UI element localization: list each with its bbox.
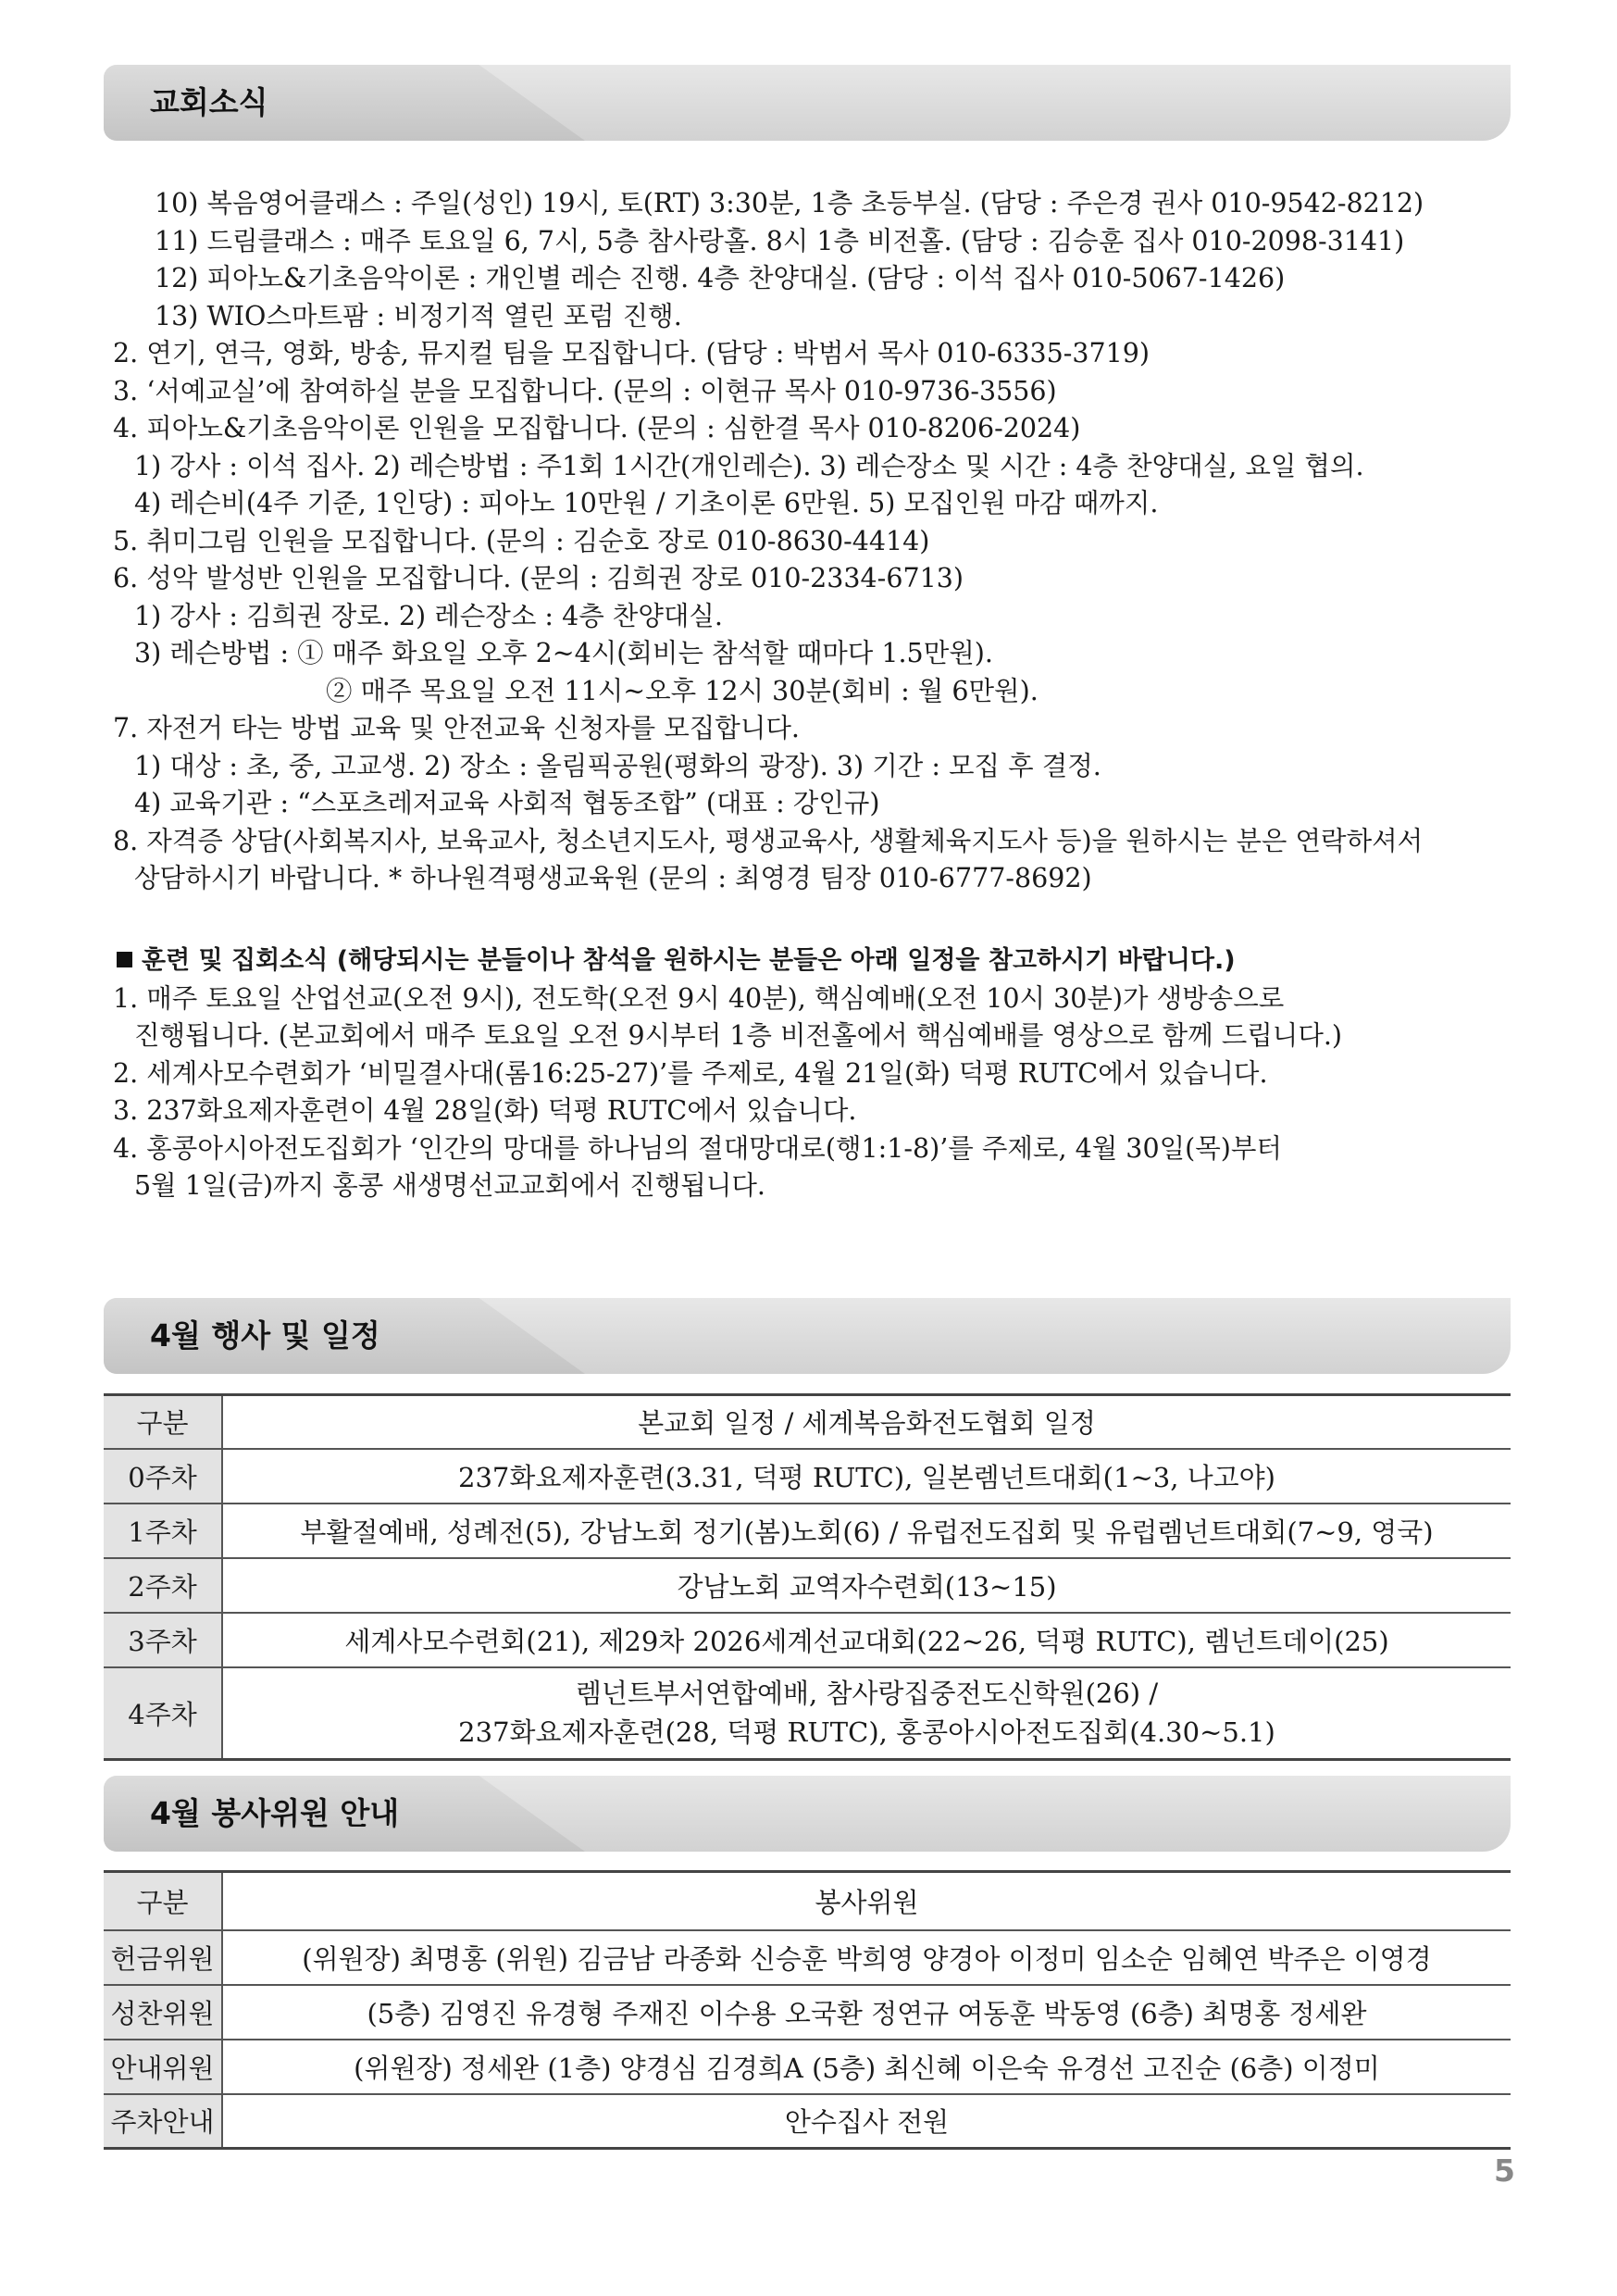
week-cell: 2주차 bbox=[104, 1558, 222, 1613]
table-row bbox=[104, 1667, 1511, 1760]
square-bullet-icon bbox=[117, 952, 132, 967]
table-row bbox=[104, 1449, 1511, 1504]
section-title: 4월 행사 및 일정 bbox=[150, 1317, 380, 1354]
notice-block bbox=[113, 942, 1520, 1205]
role-cell: 주차안내 bbox=[104, 2094, 222, 2149]
news-line: 7. 자전거 타는 방법 교육 및 안전교육 신청자를 모집합니다. bbox=[113, 713, 800, 743]
notice-line: 2. 세계사모수련회가 ‘비밀결사대(롬16:25-27)’를 주제로, 4월 21일(화) 덕평 RUTC에서 있습니다. bbox=[113, 1057, 1268, 1089]
section-title: 4월 봉사위원 안내 bbox=[150, 1795, 400, 1831]
page-number: 5 bbox=[1494, 2152, 1515, 2189]
volunteer-table bbox=[104, 1870, 1511, 2150]
news-line: 6. 성악 발성반 인원을 모집합니다. (문의 : 김희권 장로 010-2334-6713) bbox=[113, 563, 964, 593]
table-header-row bbox=[104, 1395, 1511, 1449]
news-line: 12) 피아노&기초음악이론 : 개인별 레슨 진행. 4층 찬양대실. (담당 : 이석 집사 010-5067-1426) bbox=[155, 263, 1286, 293]
header-cell: 본교회 일정 / 세계복음화전도협회 일정 bbox=[222, 1395, 1511, 1449]
news-line: 1) 강사 : 이석 집사. 2) 레슨방법 : 주1회 1시간(개인레슨). 3) 레슨장소 및 시간 : 4층 찬양대실, 요일 협의. bbox=[134, 450, 1364, 481]
table-row bbox=[104, 2040, 1511, 2094]
schedule-cell: 237화요제자훈련(3.31, 덕평 RUTC), 일본렘넌트대회(1~3, 나고야) bbox=[222, 1449, 1511, 1504]
section-banner-news bbox=[104, 65, 1511, 141]
role-cell: 성찬위원 bbox=[104, 1985, 222, 2040]
header-cell: 구분 bbox=[104, 1395, 222, 1449]
schedule-cell: 세계사모수련회(21), 제29차 2026세계선교대회(22~26, 덕평 RUTC), 렘넌트데이(25) bbox=[222, 1613, 1511, 1667]
section-banner-volunteers bbox=[104, 1776, 1511, 1852]
notice-line: 3. 237화요제자훈련이 4월 28일(화) 덕평 RUTC에서 있습니다. bbox=[113, 1095, 857, 1126]
week-cell: 3주차 bbox=[104, 1613, 222, 1667]
news-line: 5. 취미그림 인원을 모집합니다. (문의 : 김순호 장로 010-8630-4414) bbox=[113, 525, 930, 556]
header-cell: 구분 bbox=[104, 1872, 222, 1930]
role-cell: 헌금위원 bbox=[104, 1930, 222, 1985]
news-list bbox=[113, 185, 1520, 898]
news-line: 4) 교육기관 : “스포츠레저교육 사회적 협동조합” (대표 : 강인규) bbox=[134, 788, 880, 818]
members-cell: (5층) 김영진 유경형 주재진 이수용 오국환 정연규 여동훈 박동영 (6층) 최명홍 정세완 bbox=[222, 1985, 1511, 2040]
news-line: 3) 레슨방법 : ① 매주 화요일 오후 2~4시(회비는 참석할 때마다 1.5만원). bbox=[134, 638, 993, 668]
table-row bbox=[104, 1558, 1511, 1613]
schedule-cell: 강남노회 교역자수련회(13~15) bbox=[222, 1558, 1511, 1613]
schedule-cell: 부활절예배, 성례전(5), 강남노회 정기(봄)노회(6) / 유럽전도집회 및 유럽렘넌트대회(7~9, 영국) bbox=[222, 1504, 1511, 1558]
news-line: 4. 피아노&기초음악이론 인원을 모집합니다. (문의 : 심한결 목사 010-8206-2024) bbox=[113, 413, 1081, 443]
schedule-cell bbox=[222, 1667, 1511, 1760]
notice-line: 5월 1일(금)까지 홍콩 새생명선교교회에서 진행됩니다. bbox=[134, 1170, 765, 1201]
section-banner-schedule bbox=[104, 1298, 1511, 1374]
table-row bbox=[104, 2094, 1511, 2149]
news-line: 11) 드림클래스 : 매주 토요일 6, 7시, 5층 참사랑홀. 8시 1층 비전홀. (담당 : 김승훈 집사 010-2098-3141) bbox=[155, 225, 1405, 256]
schedule-cell-line: 237화요제자훈련(28, 덕평 RUTC), 홍콩아시아전도집회(4.30~5.1) bbox=[458, 1716, 1275, 1749]
news-line: 1) 대상 : 초, 중, 고교생. 2) 장소 : 올림픽공원(평화의 광장). 3) 기간 : 모집 후 결정. bbox=[134, 750, 1101, 781]
news-line: ② 매주 목요일 오전 11시~오후 12시 30분(회비 : 월 6만원). bbox=[326, 675, 1039, 706]
schedule-table bbox=[104, 1393, 1511, 1761]
table-row bbox=[104, 1930, 1511, 1985]
role-cell: 안내위원 bbox=[104, 2040, 222, 2094]
table-row bbox=[104, 1504, 1511, 1558]
table-row bbox=[104, 1985, 1511, 2040]
news-line: 1) 강사 : 김희권 장로. 2) 레슨장소 : 4층 찬양대실. bbox=[134, 600, 723, 631]
notice-title: 훈련 및 집회소식 (해당되시는 분들이나 참석을 원하시는 분들은 아래 일정을 참고하시기 바랍니다.) bbox=[142, 946, 1236, 975]
news-line: 상담하시기 바랍니다. * 하나원격평생교육원 (문의 : 최영경 팀장 010-6777-8692) bbox=[134, 863, 1092, 893]
header-cell: 봉사위원 bbox=[222, 1872, 1511, 1930]
news-line: 8. 자격증 상담(사회복지사, 보육교사, 청소년지도사, 평생교육사, 생활체육지도사 등)을 원하시는 분은 연락하셔서 bbox=[113, 825, 1424, 856]
notice-heading bbox=[113, 942, 1520, 980]
week-cell: 0주차 bbox=[104, 1449, 222, 1504]
schedule-cell-line: 렘넌트부서연합예배, 참사랑집중전도신학원(26) / bbox=[575, 1678, 1159, 1710]
news-line: 4) 레슨비(4주 기준, 1인당) : 피아노 10만원 / 기초이론 6만원. 5) 모집인원 마감 때까지. bbox=[134, 488, 1159, 518]
members-cell: (위원장) 최명홍 (위원) 김금남 라종화 신승훈 박희영 양경아 이정미 임소순 임혜연 박주은 이영경 bbox=[222, 1930, 1511, 1985]
week-cell: 4주차 bbox=[104, 1667, 222, 1760]
news-line: 10) 복음영어클래스 : 주일(성인) 19시, 토(RT) 3:30분, 1층 초등부실. (담당 : 주은경 권사 010-9542-8212) bbox=[155, 188, 1424, 218]
notice-line: 1. 매주 토요일 산업선교(오전 9시), 전도학(오전 9시 40분), 핵심예배(오전 10시 30분)가 생방송으로 bbox=[113, 982, 1285, 1014]
week-cell: 1주차 bbox=[104, 1504, 222, 1558]
news-line: 3. ‘서예교실’에 참여하실 분을 모집합니다. (문의 : 이현규 목사 010-9736-3556) bbox=[113, 375, 1057, 406]
table-header-row bbox=[104, 1872, 1511, 1930]
table-row bbox=[104, 1613, 1511, 1667]
news-line: 13) WIO스마트팜 : 비정기적 열린 포럼 진행. bbox=[155, 300, 682, 331]
members-cell: 안수집사 전원 bbox=[222, 2094, 1511, 2149]
members-cell: (위원장) 정세완 (1층) 양경심 김경희A (5층) 최신혜 이은숙 유경선 고진순 (6층) 이정미 bbox=[222, 2040, 1511, 2094]
notice-line: 진행됩니다. (본교회에서 매주 토요일 오전 9시부터 1층 비전홀에서 핵심예배를 영상으로 함께 드립니다.) bbox=[134, 1020, 1343, 1051]
news-line: 2. 연기, 연극, 영화, 방송, 뮤지컬 팀을 모집합니다. (담당 : 박범서 목사 010-6335-3719) bbox=[113, 338, 1151, 368]
section-title: 교회소식 bbox=[150, 84, 268, 120]
notice-line: 4. 홍콩아시아전도집회가 ‘인간의 망대를 하나님의 절대망대로(행1:1-8)’를 주제로, 4월 30일(목)부터 bbox=[113, 1132, 1282, 1164]
